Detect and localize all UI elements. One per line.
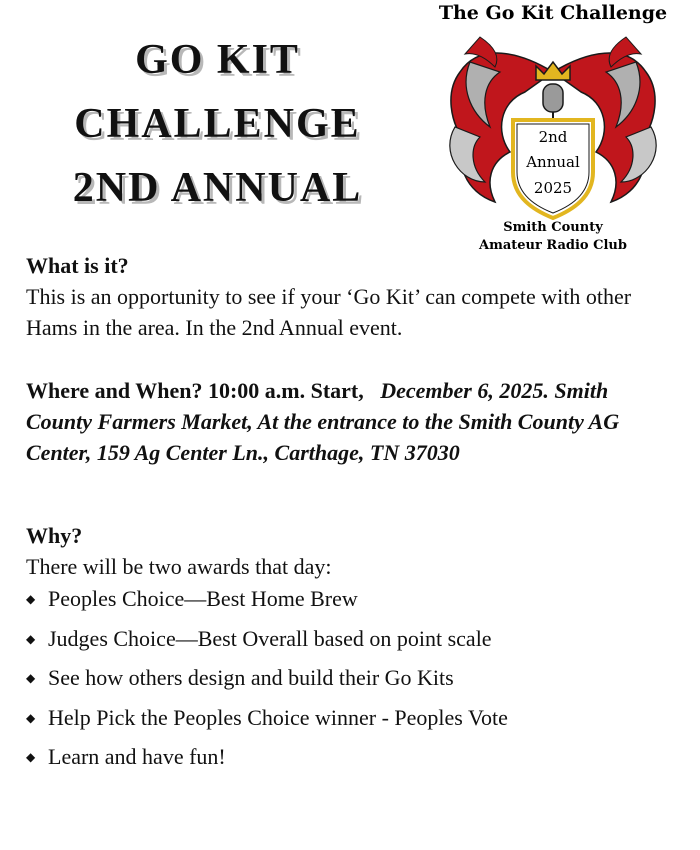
what-heading: What is it? [26,253,129,278]
crest-club-line-1: Smith County [503,220,603,235]
where-when-details: December 6, 2025. Smith County Farmers Market, At the entrance to the Smith County AG Center, 159 Ag Center Ln., Carthage, TN 37030 [26,378,620,465]
flyer-body [26,250,676,784]
diamond-bullet-icon: ◆ [26,631,36,646]
diamond-bullet-icon: ◆ [26,750,36,764]
list-item-text: Help Pick the Peoples Choice winner - Peoples Vote [48,704,508,730]
shield-line-1: 2nd [538,128,568,146]
list-item-text: See how others design and build their Go Kits [48,665,454,690]
why-heading: Why? [26,523,83,548]
award-list [26,586,676,769]
diamond-bullet-icon: ◆ [26,592,36,606]
where-when-paragraph [26,375,676,468]
crest-club-line-2: Amateur Radio Club [479,238,627,253]
where-when-label: Where and When? 10:00 a.m. Start, [26,378,364,403]
list-item-text: Judges Choice—Best Overall based on point scale [48,625,492,651]
title-line-3: 2ND ANNUAL [72,165,363,211]
what-body: This is an opportunity to see if your ‘Go Kit’ can compete with other Hams in the area. In the 2nd Annual event. [26,284,632,340]
list-item [26,705,676,730]
why-intro: There will be two awards that day: [26,554,332,579]
title-line-2: CHALLENGE [74,101,361,147]
diamond-bullet-icon: ◆ [26,710,36,725]
event-title [30,28,405,220]
list-item [26,665,676,690]
diamond-bullet-icon: ◆ [26,671,36,685]
list-item [26,744,676,769]
crest-emblem-icon [440,32,666,222]
crest-title: The Go Kit Challenge [438,2,668,24]
club-crest-logo [428,2,678,252]
shield-line-2: Annual [526,153,580,171]
shield-line-3: 2025 [533,179,573,197]
title-line-1: GO KIT [135,37,300,83]
list-item-text: Learn and have fun! [48,744,226,769]
list-item-text: Peoples Choice—Best Home Brew [48,586,358,611]
list-item [26,586,676,611]
list-item [26,626,676,651]
